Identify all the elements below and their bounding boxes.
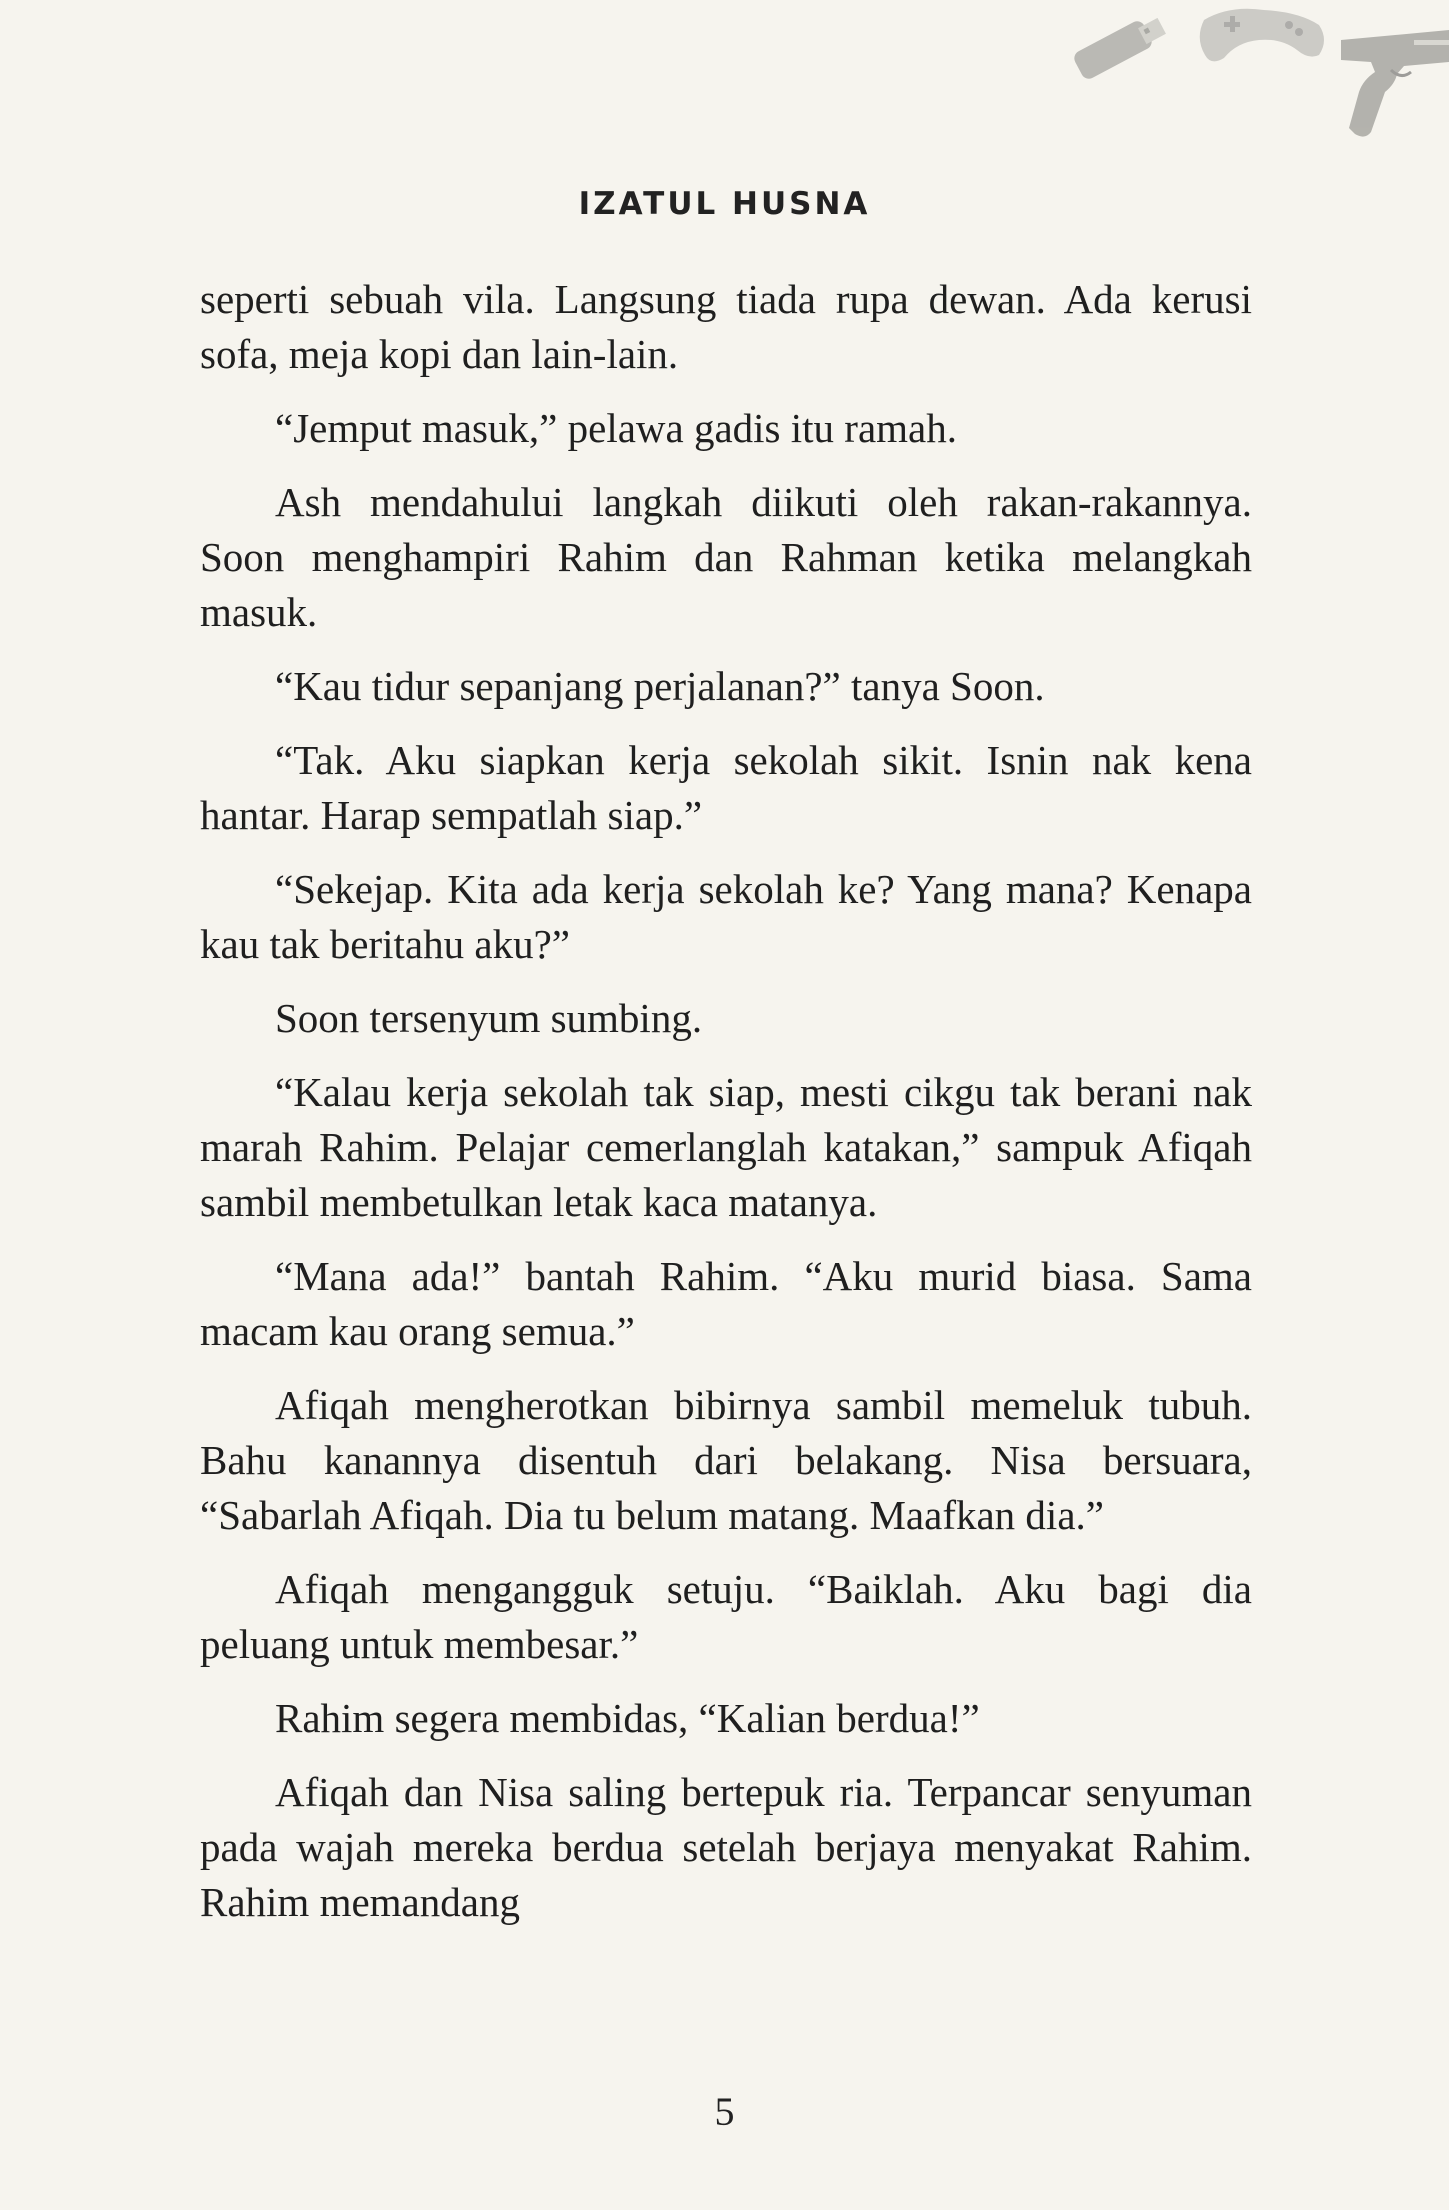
page-number: 5 bbox=[714, 2089, 735, 2134]
paragraph: Soon tersenyum sumbing. bbox=[275, 995, 703, 1041]
running-head: IZATUL HUSNA bbox=[578, 186, 871, 222]
paragraph: “Kau tidur sepanjang perjalanan?” tanya Soon. bbox=[275, 663, 1045, 709]
body-text bbox=[200, 272, 1252, 1949]
paragraph: Afiqah mengangguk setuju. “Baiklah. Aku bagi dia peluang untuk membesar.” bbox=[200, 1566, 1252, 1667]
paragraph: Ash mendahului langkah diikuti oleh rakan-rakannya. Soon menghampiri Rahim dan Rahman ketika melangkah masuk. bbox=[200, 479, 1252, 635]
paragraph: “Jemput masuk,” pelawa gadis itu ramah. bbox=[275, 405, 957, 451]
paragraph: “Mana ada!” bantah Rahim. “Aku murid biasa. Sama macam kau orang semua.” bbox=[200, 1253, 1252, 1354]
paragraph: Afiqah dan Nisa saling bertepuk ria. Terpancar senyuman pada wajah mereka berdua setelah berjaya menyakat Rahim. Rahim memandang bbox=[200, 1769, 1252, 1925]
usb-drive-icon bbox=[1072, 18, 1166, 82]
paragraph: Afiqah mengherotkan bibirnya sambil memeluk tubuh. Bahu kanannya disentuh dari belakang. Nisa bersuara, “Sabarlah Afiqah. Dia tu belum matang. Maafkan dia.” bbox=[200, 1382, 1252, 1538]
paragraph: “Kalau kerja sekolah tak siap, mesti cikgu tak berani nak marah Rahim. Pelajar cemerlanglah katakan,” sampuk Afiqah sambil membetulkan letak kaca matanya. bbox=[200, 1069, 1252, 1225]
paragraph: Rahim segera membidas, “Kalian berdua!” bbox=[275, 1695, 980, 1741]
header-decoration bbox=[1019, 0, 1449, 150]
paragraph: “Sekejap. Kita ada kerja sekolah ke? Yang mana? Kenapa kau tak beritahu aku?” bbox=[200, 866, 1252, 967]
pistol-icon bbox=[1341, 30, 1449, 137]
game-controller-icon bbox=[1200, 9, 1324, 62]
paragraph: “Tak. Aku siapkan kerja sekolah sikit. Isnin nak kena hantar. Harap sempatlah siap.” bbox=[200, 737, 1252, 838]
paragraph-continued: seperti sebuah vila. Langsung tiada rupa dewan. Ada kerusi sofa, meja kopi dan lain-lain. bbox=[200, 276, 1252, 377]
